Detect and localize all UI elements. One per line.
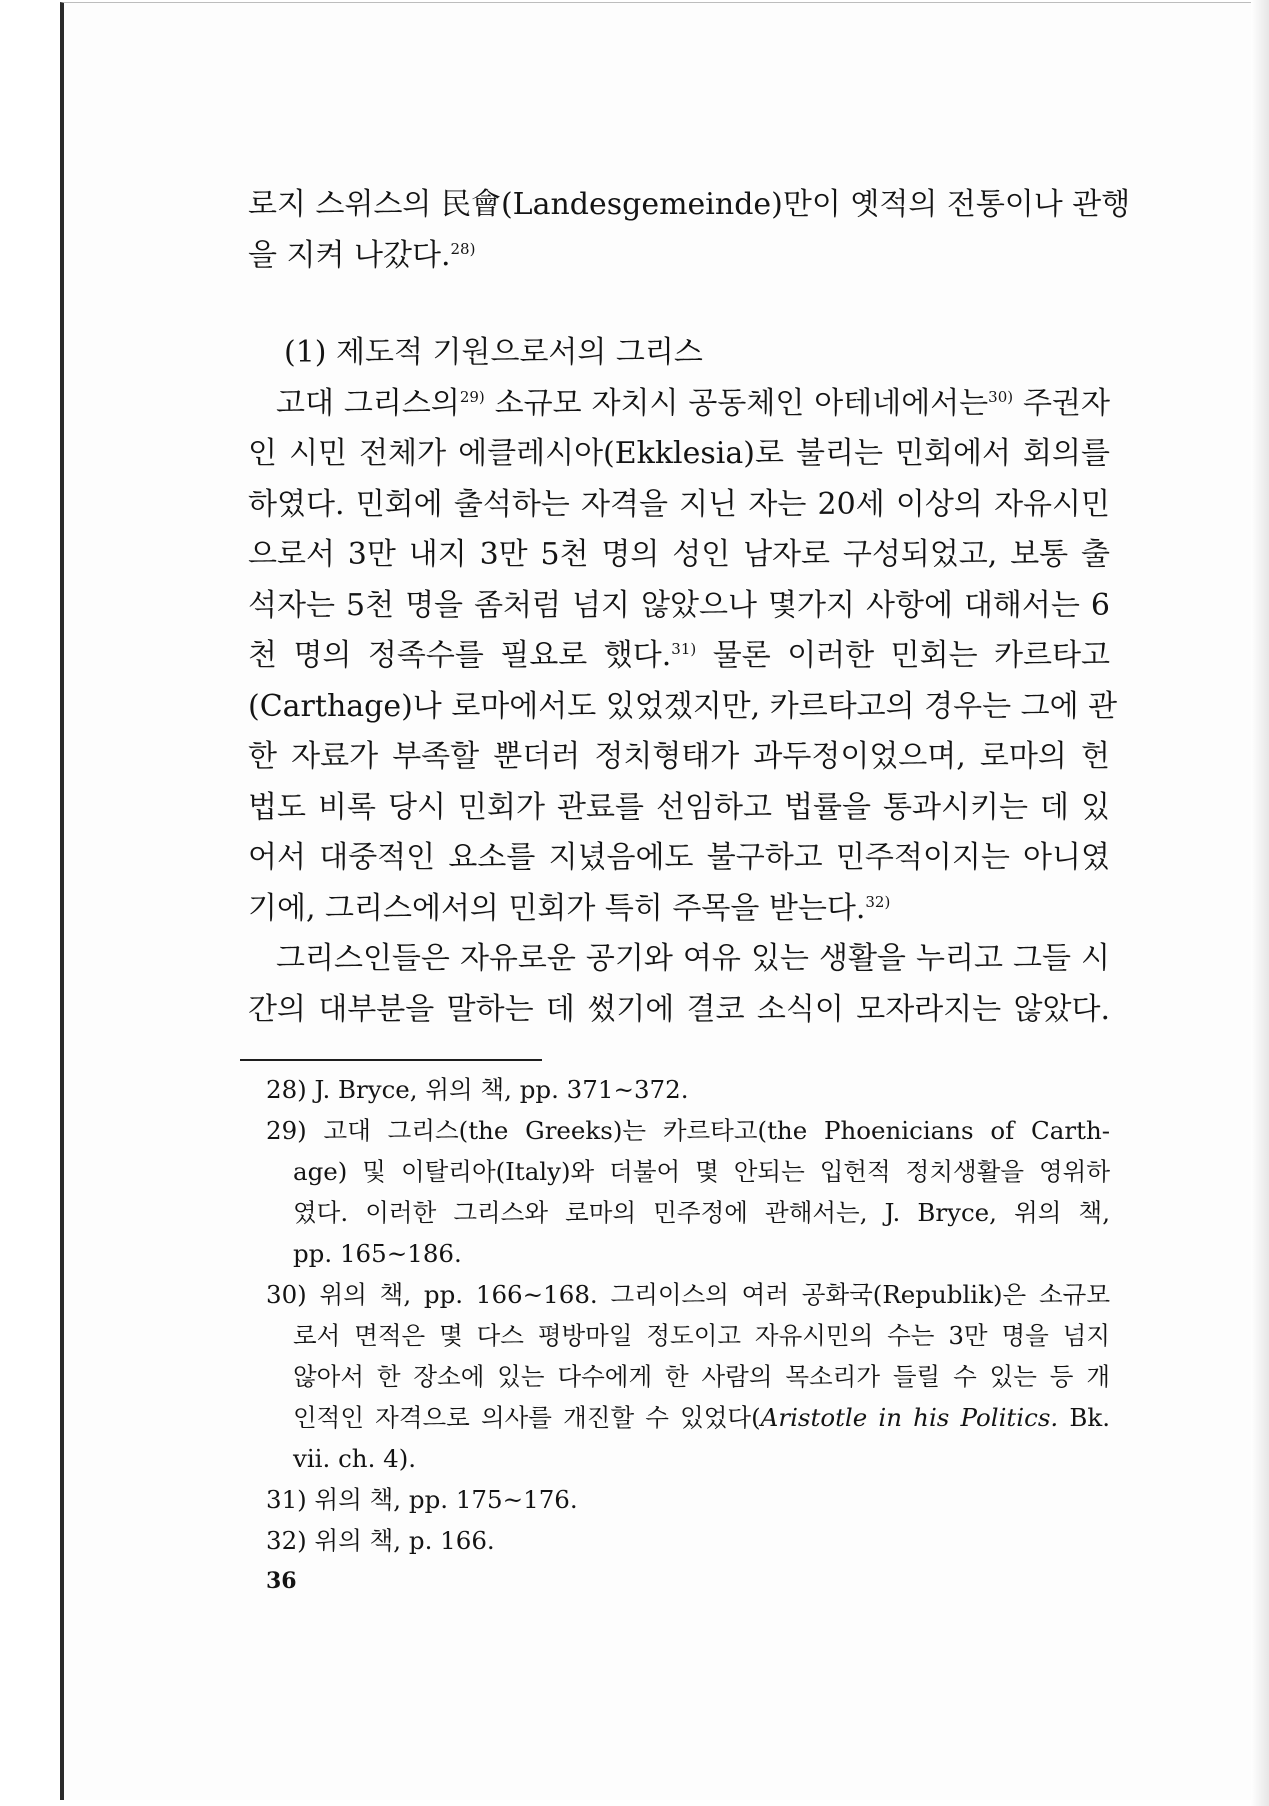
footnote-line: 28) J. Bryce, 위의 책, pp. 371~372. bbox=[266, 1075, 689, 1104]
body-line: 하였다. 민회에 출석하는 자격을 지닌 자는 20세 이상의 자유시민 bbox=[248, 486, 1110, 522]
page-edge-shadow bbox=[1251, 0, 1269, 1806]
body-line-text: 을 지켜 나갔다. bbox=[248, 237, 451, 273]
body-line: 으로서 3만 내지 3만 5천 명의 성인 남자로 구성되었고, 보통 출 bbox=[248, 537, 1110, 572]
footnote-ref: 28) bbox=[450, 239, 476, 258]
footnote-text: Bk. bbox=[1058, 1403, 1110, 1432]
body-line: 인 시민 전체가 에클레시아(Ekklesia)로 불리는 민회에서 회의를 bbox=[248, 436, 1110, 471]
body-text bbox=[248, 180, 1131, 1035]
footnote-line: vii. ch. 4). bbox=[293, 1444, 417, 1473]
page-number: 36 bbox=[266, 1568, 297, 1594]
footnotes bbox=[266, 1069, 1110, 1561]
body-line bbox=[248, 231, 1110, 282]
body-line-text: 고대 그리스의 bbox=[276, 385, 460, 421]
body-line: 그리스인들은 자유로운 공기와 여유 있는 생활을 누리고 그들 시 bbox=[276, 941, 1110, 976]
footnote-line: 였다. 이러한 그리스와 로마의 민주정에 관해서는, J. Bryce, 위의 책, bbox=[293, 1198, 1110, 1227]
body-line-text: 물론 이러한 민회는 카르타고 bbox=[696, 638, 1110, 673]
footnote-29 bbox=[266, 1110, 1110, 1274]
body-line bbox=[248, 631, 1110, 682]
footnote-line: age) 및 이탈리아(Italy)와 더불어 몇 안되는 입헌적 정치생활을 영위하 bbox=[293, 1157, 1110, 1186]
footnote-ref: 30) bbox=[988, 387, 1014, 406]
footnote-line: 32) 위의 책, p. 166. bbox=[266, 1526, 495, 1555]
footnote-line: pp. 165~186. bbox=[293, 1239, 462, 1268]
footnote-separator bbox=[240, 1059, 542, 1061]
footnote-ref: 29) bbox=[459, 387, 485, 406]
body-line-text: 천 명의 정족수를 필요로 했다. bbox=[248, 638, 672, 673]
footnote-ref: 31) bbox=[671, 640, 697, 658]
body-line-text: 기에, 그리스에서의 민회가 특히 주목을 받는다. bbox=[248, 890, 866, 926]
footnote-ref: 32) bbox=[865, 892, 891, 911]
footnote-30 bbox=[266, 1274, 1110, 1479]
body-line-text: 소규모 자치시 공동체인 아테네에서는 bbox=[484, 385, 989, 421]
footnote-28 bbox=[266, 1069, 1110, 1110]
footnote-line bbox=[266, 1397, 1110, 1438]
body-line: 로지 스위스의 民會(Landesgemeinde)만이 옛적의 전통이나 관행 bbox=[248, 187, 1131, 222]
body-line bbox=[248, 379, 1110, 430]
footnote-line: 30) 위의 책, pp. 166~168. 그리이스의 여러 공화국(Republik)은 소규모 bbox=[266, 1280, 1110, 1309]
book-title: Aristotle in his Politics. bbox=[760, 1403, 1059, 1432]
section-heading: (1) 제도적 기원으로서의 그리스 bbox=[284, 335, 703, 370]
footnote-31 bbox=[266, 1479, 1110, 1520]
footnote-32 bbox=[266, 1520, 1110, 1561]
footnote-text: 인적인 자격으로 의사를 개진할 수 있었다( bbox=[293, 1403, 761, 1432]
footnote-line: 31) 위의 책, pp. 175~176. bbox=[266, 1485, 578, 1514]
body-line: 한 자료가 부족할 뿐더러 정치형태가 과두정이었으며, 로마의 헌 bbox=[248, 739, 1110, 774]
footnote-line: 않아서 한 장소에 있는 다수에게 한 사람의 목소리가 들릴 수 있는 등 개 bbox=[293, 1362, 1110, 1391]
body-line: 어서 대중적인 요소를 지녔음에도 불구하고 민주적이지는 아니였 bbox=[248, 840, 1110, 875]
footnote-line: 29) 고대 그리스(the Greeks)는 카르타고(the Phoenicians of Carth- bbox=[266, 1116, 1110, 1145]
body-line bbox=[248, 884, 1110, 935]
body-line: 간의 대부분을 말하는 데 썼기에 결코 소식이 모자라지는 않았다. bbox=[248, 991, 1110, 1027]
body-line: 석자는 5천 명을 좀처럼 넘지 않았으나 몇가지 사항에 대해서는 6 bbox=[248, 587, 1110, 623]
footnote-line: 로서 면적은 몇 다스 평방마일 정도이고 자유시민의 수는 3만 명을 넘지 bbox=[293, 1321, 1110, 1350]
body-line: 법도 비록 당시 민회가 관료를 선임하고 법률을 통과시키는 데 있 bbox=[248, 789, 1110, 825]
body-line-text: 주권자 bbox=[1013, 385, 1110, 421]
body-line: (Carthage)나 로마에서도 있었겠지만, 카르타고의 경우는 그에 관 bbox=[248, 688, 1118, 724]
